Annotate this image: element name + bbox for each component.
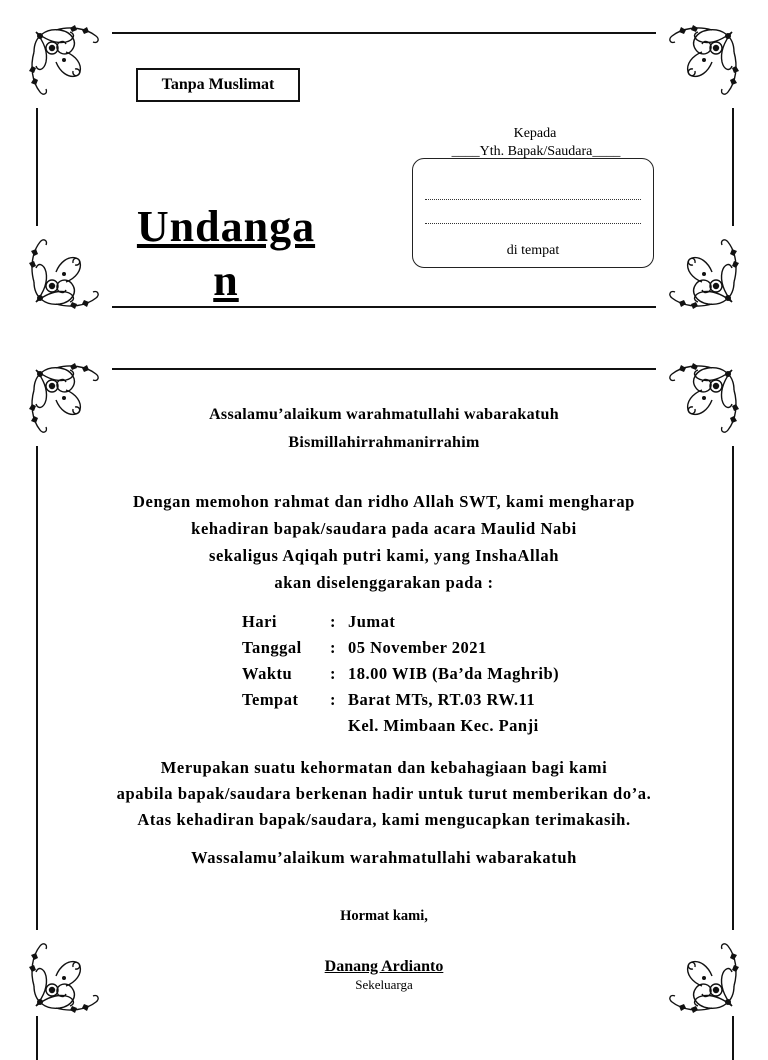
detail-colon: :: [330, 690, 336, 709]
closing-line: Merupakan suatu kehormatan dan kebahagiaan bagi kami: [160, 758, 608, 777]
detail-value: Kel. Mimbaan Kec. Panji: [348, 716, 539, 735]
detail-value: Barat MTs, RT.03 RW.11: [348, 690, 536, 709]
farewell: Wassalamu’alaikum warahmatullahi wabarakatuh: [191, 848, 577, 867]
greeting: Assalamu’alaikum warahmatullahi wabarakatuh: [209, 406, 559, 423]
intro-line: Dengan memohon rahmat dan ridho Allah SWT, kami mengharap: [133, 492, 635, 511]
detail-colon: :: [330, 664, 336, 683]
floral-corner-icon: [656, 226, 742, 312]
detail-label: Waktu: [242, 664, 293, 683]
floral-corner-icon: [26, 226, 112, 312]
signer-name: Danang Ardianto: [324, 958, 444, 975]
detail-label: Tanggal: [242, 638, 302, 657]
floral-corner-icon: [26, 22, 112, 108]
address-line: [425, 223, 641, 224]
detail-row-waktu: [242, 664, 559, 684]
envelope-title: Undangan: [136, 202, 316, 305]
detail-label: Hari: [242, 612, 277, 631]
recipient-salutation: ____Yth. Bapak/Saudara____: [451, 144, 621, 159]
detail-row-hari: [242, 612, 395, 632]
detail-value: 18.00 WIB (Ba’da Maghrib): [348, 664, 560, 683]
address-box: [412, 158, 654, 268]
kepada-label: Kepada: [513, 126, 557, 141]
intro-line: kehadiran bapak/saudara pada acara Maulid Nabi: [191, 519, 577, 538]
detail-value: Jumat: [348, 612, 396, 631]
detail-row-tanggal: [242, 638, 487, 658]
detail-colon: :: [330, 638, 336, 657]
closing-line: apabila bapak/saudara berkenan hadir untuk turut memberikan do’a.: [116, 784, 652, 803]
signoff: Hormat kami,: [340, 908, 428, 924]
signer-sub: Sekeluarga: [355, 977, 413, 992]
di-tempat-label: di tempat: [506, 243, 560, 258]
invitation-border: [36, 368, 734, 1060]
detail-row-tempat: [242, 690, 535, 710]
address-line: [425, 199, 641, 200]
detail-colon: :: [330, 612, 336, 631]
envelope-card: [0, 0, 768, 330]
detail-row-tempat-cont: [242, 716, 539, 736]
invitation-card: [0, 352, 768, 1024]
intro-line: sekaligus Aqiqah putri kami, yang InshaAllah: [208, 546, 560, 565]
tag-label: Tanpa Muslimat: [136, 68, 300, 102]
intro-line: akan diselenggarakan pada :: [274, 573, 494, 592]
detail-label: Tempat: [242, 690, 299, 709]
bismillah: Bismillahirrahmanirrahim: [288, 434, 480, 451]
closing-line: Atas kehadiran bapak/saudara, kami mengucapkan terimakasih.: [137, 810, 631, 829]
floral-corner-icon: [656, 22, 742, 108]
detail-value: 05 November 2021: [348, 638, 487, 657]
